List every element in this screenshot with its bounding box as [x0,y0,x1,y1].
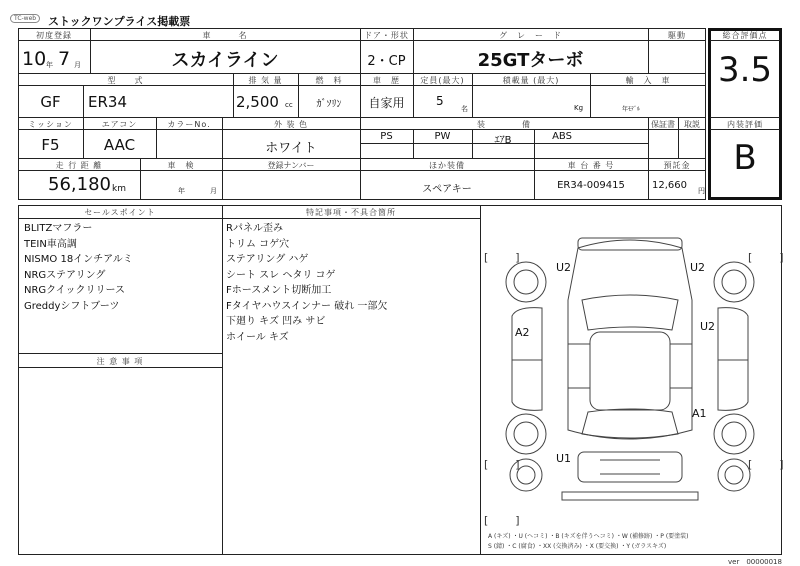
model: ER34 [88,93,127,111]
list-item: Greddyシフトブーツ [24,300,120,312]
header-overall-score: 総合評価点 [722,31,768,40]
legend-line-1: A (キズ) ・U (ヘコミ) ・B (キズを伴うヘコミ) ・W (補修跡) ・P (要塗装) [488,533,689,540]
list-item: Fタイヤハウスインナー 破れ 一部欠 [226,300,388,312]
list-item: Fホースメント切断加工 [226,285,332,296]
reg-month: 7 [58,48,71,70]
list-item: Rパネル歪み [226,223,283,234]
usage: 自家用 [368,96,405,110]
header-exterior-color: 外 装 色 [273,120,309,129]
car-diagram [482,220,780,530]
header-manual: 取説 [684,120,700,129]
list-item: ステアリング ハゲ [226,254,309,265]
list-item: トリム コゲ穴 [226,238,290,250]
header-grade: グ レ ー ド [499,31,562,40]
header-color-no: カラーNo. [167,120,211,129]
sales-points-list [24,221,133,314]
reg-year-unit: 年 [46,61,53,69]
mark-a1: A1 [692,407,707,420]
header-reg-number: 登録ナンバー [267,161,315,170]
header-displacement: 排 気 量 [248,76,283,85]
mission: F5 [41,136,60,154]
version: ver 00000018 [728,558,782,566]
header-aircon: エアコン [101,120,138,129]
header-usage: 車 歴 [373,76,400,85]
equipment-abs: ABS [552,131,572,142]
reg-year: 10 [22,48,47,70]
remarks-list [226,221,387,345]
mark-u2-front-left: U2 [556,261,572,274]
header-mileage: 走 行 距 離 [55,161,103,170]
aircon: AAC [103,136,136,154]
header-import: 輸 入 車 [625,76,671,85]
header-price: 預託金 [663,161,691,170]
overall-score: 3.5 [717,50,773,90]
capacity: 5 [436,94,444,108]
list-item: TEIN車高調 [24,238,77,250]
capacity-unit: 名 [461,105,468,113]
section-remarks: 特記事項・不具合箇所 [306,208,396,217]
door-shape: 2・CP [367,54,406,69]
interior-score: B [733,138,757,178]
fuel: ｶﾞｿﾘﾝ [316,99,342,110]
bracket-top-left: [ ] [484,251,528,264]
header-chassis-number: 車 台 番 号 [567,161,615,170]
header-door-shape: ドア・形状 [364,31,409,40]
mark-u2-right-door: U2 [700,320,716,333]
reg-month-unit: 月 [74,61,81,69]
title-logo: TC-web [10,14,40,23]
list-item: ホイール キズ [226,331,289,343]
equipment-airbag: ｴｱB [494,135,512,146]
mileage: 56,180 [48,174,111,195]
bracket-bottom: [ ] [484,514,528,527]
list-item: BLITZマフラー [24,223,93,234]
header-drive: 駆動 [668,31,686,40]
section-sales-points: セールスポイント [84,208,156,217]
bracket-top-right: [ ] [748,251,792,264]
model-prefix: GF [40,93,61,111]
list-item: 下廻り キズ 凹み サビ [226,316,326,327]
header-capacity: 定員(最大) [420,76,465,85]
displacement: 2,500 [236,93,279,111]
list-item: シート スレ ヘタリ コゲ [226,269,336,281]
list-item: NRGステアリング [24,269,106,281]
header-mission: ミッション [28,120,73,129]
price-unit: 円 [698,187,705,195]
header-interior-score: 内装評価 [727,120,763,129]
list-item: NRGクイックリリース [24,285,125,296]
legend-line-2: S (錆) ・C (腐食) ・XX (交換済み) ・X (要交換) ・Y (ガラスキズ) [488,543,667,550]
inspection-month: 月 [210,187,217,195]
other-equipment: スペアキー [422,184,472,195]
section-notes: 注 意 事 項 [96,357,144,366]
mark-u2-front-right: U2 [690,261,706,274]
displacement-unit: cc [285,101,293,109]
header-fuel: 燃 料 [315,76,343,85]
header-model: 型 式 [107,76,144,85]
equipment-ps: PS [380,131,393,142]
mark-u1: U1 [556,452,572,465]
load-unit: Kg [574,104,584,112]
bracket-bottom-left: [ ] [484,458,528,471]
car-name: スカイライン [171,50,279,71]
header-load: 積載量 (最大) [502,76,560,85]
mark-a2: A2 [515,326,530,339]
header-car-name: 車 名 [202,31,248,40]
header-equipment: 装 備 [477,120,531,129]
header-first-reg: 初度登録 [36,31,72,40]
import-label: 年ﾓﾃﾞﾙ [622,106,641,113]
header-inspection: 車 検 [167,161,195,170]
price: 12,660 [652,180,687,191]
header-other-equipment: ほか装備 [429,161,465,170]
chassis-number: ER34-009415 [557,180,625,191]
equipment-pw: PW [434,131,451,142]
list-item: NISMO 18インチアルミ [24,254,133,265]
mileage-unit: km [112,184,126,194]
grade: 25GTターボ [477,50,584,71]
exterior-color: ホワイト [265,141,317,156]
header-warranty: 保証書 [651,120,675,129]
inspection-year: 年 [178,187,185,195]
page-title: ストックワンプライス掲載票 [48,15,191,28]
bracket-bottom-right: [ ] [748,458,792,471]
